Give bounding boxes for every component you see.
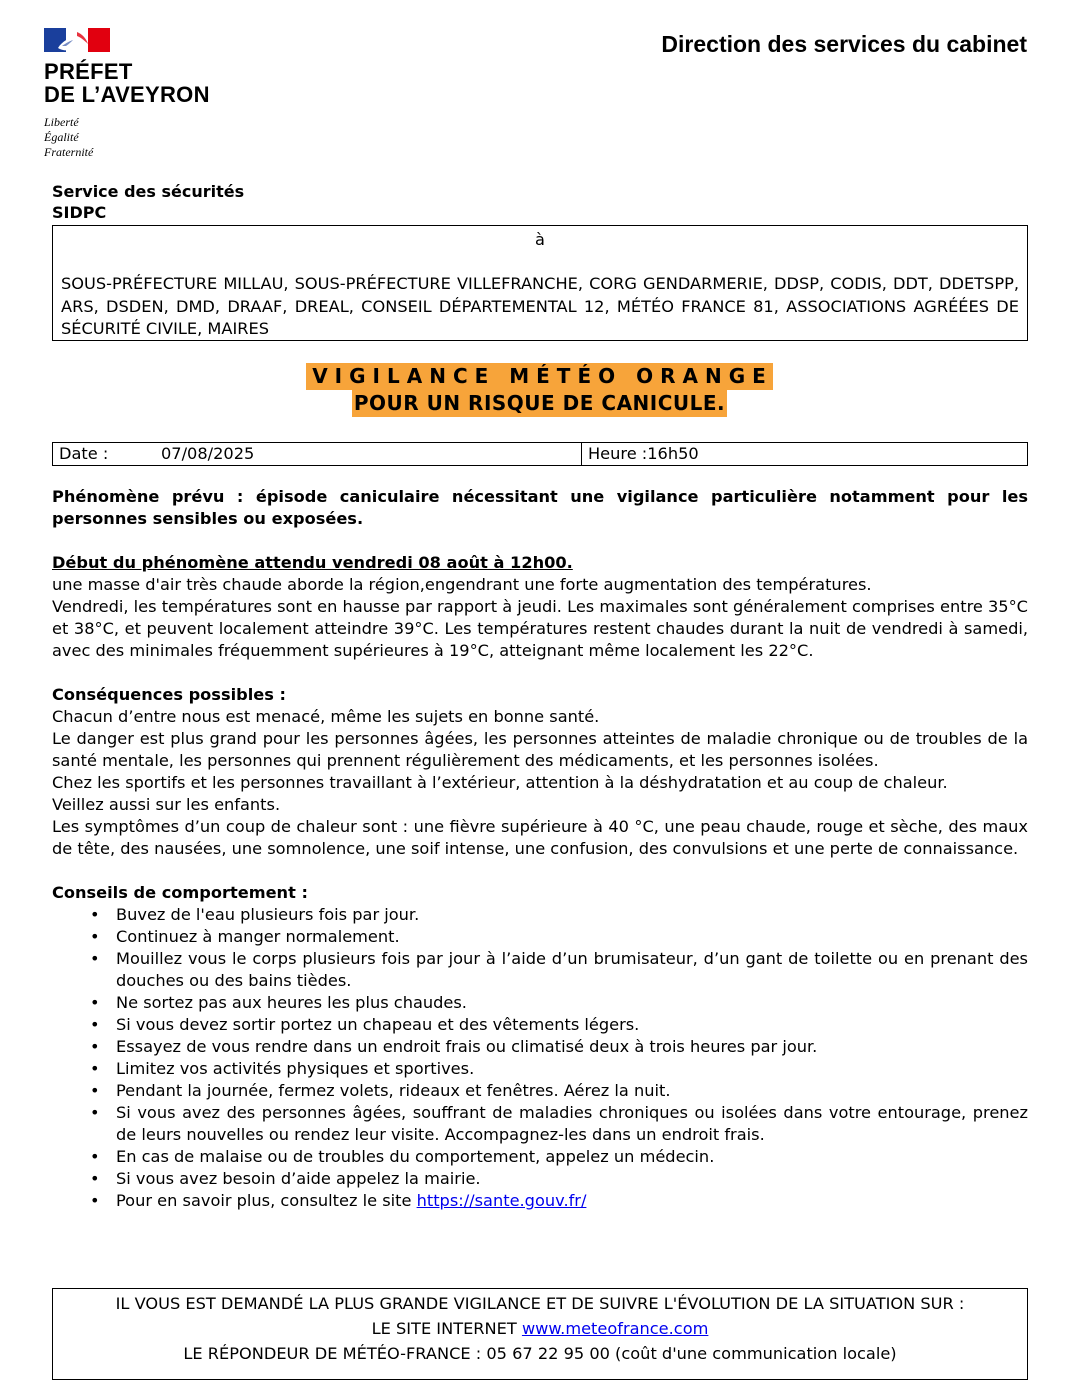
heure-value: 16h50	[647, 444, 699, 463]
list-item: • Ne sortez pas aux heures les plus chaudes.	[90, 992, 1028, 1014]
date-cell	[53, 443, 582, 465]
marianne-flag-icon	[44, 28, 110, 52]
recipients-to: à	[535, 230, 545, 249]
motto-liberte: Liberté	[44, 115, 79, 129]
footer-line3: LE RÉPONDEUR DE MÉTÉO-FRANCE : 05 67 22 95 00 (coût d'une communication locale)	[183, 1344, 897, 1363]
list-item: • Limitez vos activités physiques et sportives.	[90, 1058, 1028, 1080]
footer-box	[52, 1288, 1028, 1380]
date-value: 07/08/2025	[161, 444, 255, 463]
list-item-more-info	[90, 1190, 1028, 1212]
footer-site-label: LE SITE INTERNET	[371, 1319, 522, 1338]
alert-heading	[0, 363, 1079, 417]
footer-line2	[53, 1316, 1027, 1341]
date-label: Date :	[59, 444, 109, 463]
list-item: • Mouillez vous le corps plusieurs fois par jour à l’aide d’un brumisateur, d’un gant de toilette ou en prenant des douches ou des bains tièdes.	[90, 948, 1028, 992]
motto-fraternite: Fraternité	[44, 145, 94, 159]
republic-motto	[44, 115, 210, 160]
consequences-p2: Le danger est plus grand pour les personnes âgées, les personnes atteintes de maladie chronique ou de troubles de la santé mentale, les personnes qui prennent régulièrement des médicaments, et les personnes isolées.	[52, 729, 1028, 770]
service-code: SIDPC	[52, 203, 107, 222]
prefecture-logo	[44, 28, 210, 160]
institution-line2: DE L’AVEYRON	[44, 82, 210, 107]
direction-title: Direction des services du cabinet	[661, 31, 1027, 57]
list-item: • Si vous avez des personnes âgées, souffrant de maladies chroniques ou isolées dans votre entourage, prenez de leurs nouvelles ou rendez leur visite. Accompagnez-les dans un endroit frais.	[90, 1102, 1028, 1146]
consequences-title: Conséquences possibles :	[52, 685, 286, 704]
debut-title: Début du phénomène attendu vendredi 08 août à 12h00.	[52, 553, 573, 572]
conseils-title: Conseils de comportement :	[52, 883, 308, 902]
phenomene-text: Phénomène prévu : épisode caniculaire nécessitant une vigilance particulière notamment pour les personnes sensibles ou exposées.	[52, 487, 1028, 528]
meteofrance-link[interactable]: www.meteofrance.com	[521, 1319, 709, 1338]
sante-gouv-link[interactable]: https://sante.gouv.fr/	[416, 1191, 587, 1210]
consequences-p5: Les symptômes d’un coup de chaleur sont : une fièvre supérieure à 40 °C, une peau chaude, rouge et sèche, des maux de tête, des nausées, une somnolence, une soif intense, une confusion, des convulsions et une perte de connaissance.	[52, 817, 1028, 858]
heure-cell	[582, 443, 1027, 465]
list-item: • Si vous avez besoin d’aide appelez la mairie.	[90, 1168, 1028, 1190]
institution-name	[44, 60, 210, 106]
list-item: • En cas de malaise ou de troubles du comportement, appelez un médecin.	[90, 1146, 1028, 1168]
recipients-box	[52, 225, 1028, 341]
list-item: • Pendant la journée, fermez volets, rideaux et fenêtres. Aérez la nuit.	[90, 1080, 1028, 1102]
list-item: • Si vous devez sortir portez un chapeau et des vêtements légers.	[90, 1014, 1028, 1036]
footer-line1: IL VOUS EST DEMANDÉ LA PLUS GRANDE VIGILANCE ET DE SUIVRE L'ÉVOLUTION DE LA SITUATION SUR :	[115, 1294, 965, 1313]
debut-line1: une masse d'air très chaude aborde la région,engendrant une forte augmentation des températures.	[52, 575, 872, 594]
list-item: • Buvez de l'eau plusieurs fois par jour.	[90, 904, 1028, 926]
recipients-list: SOUS-PRÉFECTURE MILLAU, SOUS-PRÉFECTURE VILLEFRANCHE, CORG GENDARMERIE, DDSP, CODIS, DDT, DDETSPP, ARS, DSDEN, DMD, DRAAF, DREAL, CONSEIL DÉPARTEMENTAL 12, MÉTÉO FRANCE 81, ASSOCIATIONS AGRÉÉES DE SÉCURITÉ CIVILE, MAIRES	[61, 274, 1019, 338]
more-info-text: Pour en savoir plus, consultez le site	[116, 1191, 417, 1210]
consequences-p4: Veillez aussi sur les enfants.	[52, 795, 281, 814]
heure-label: Heure :	[588, 444, 648, 463]
conseils-list	[90, 904, 1028, 1212]
bulletin-content	[52, 486, 1028, 1212]
alert-title: VIGILANCE MÉTÉO ORANGE	[306, 363, 773, 390]
list-item: • Essayez de vous rendre dans un endroit frais ou climatisé deux à trois heures par jour.	[90, 1036, 1028, 1058]
service-block	[52, 181, 244, 223]
list-item: • Continuez à manger normalement.	[90, 926, 1028, 948]
consequences-p1: Chacun d’entre nous est menacé, même les sujets en bonne santé.	[52, 707, 600, 726]
service-name: Service des sécurités	[52, 182, 245, 201]
consequences-p3: Chez les sportifs et les personnes travaillant à l’extérieur, attention à la déshydratation et au coup de chaleur.	[52, 773, 948, 792]
alert-subtitle: POUR UN RISQUE DE CANICULE.	[353, 391, 726, 415]
motto-egalite: Égalité	[44, 130, 79, 144]
datetime-table	[52, 442, 1028, 466]
debut-line2: Vendredi, les températures sont en hausse par rapport à jeudi. Les maximales sont généralement comprises entre 35°C et 38°C, et peuvent localement atteindre 39°C. Les températures restent chaudes durant la nuit de vendredi à samedi, avec des minimales fréquemment supérieures à 19°C, atteignant même localement les 22°C.	[52, 597, 1028, 660]
institution-line1: PRÉFET	[44, 59, 133, 84]
